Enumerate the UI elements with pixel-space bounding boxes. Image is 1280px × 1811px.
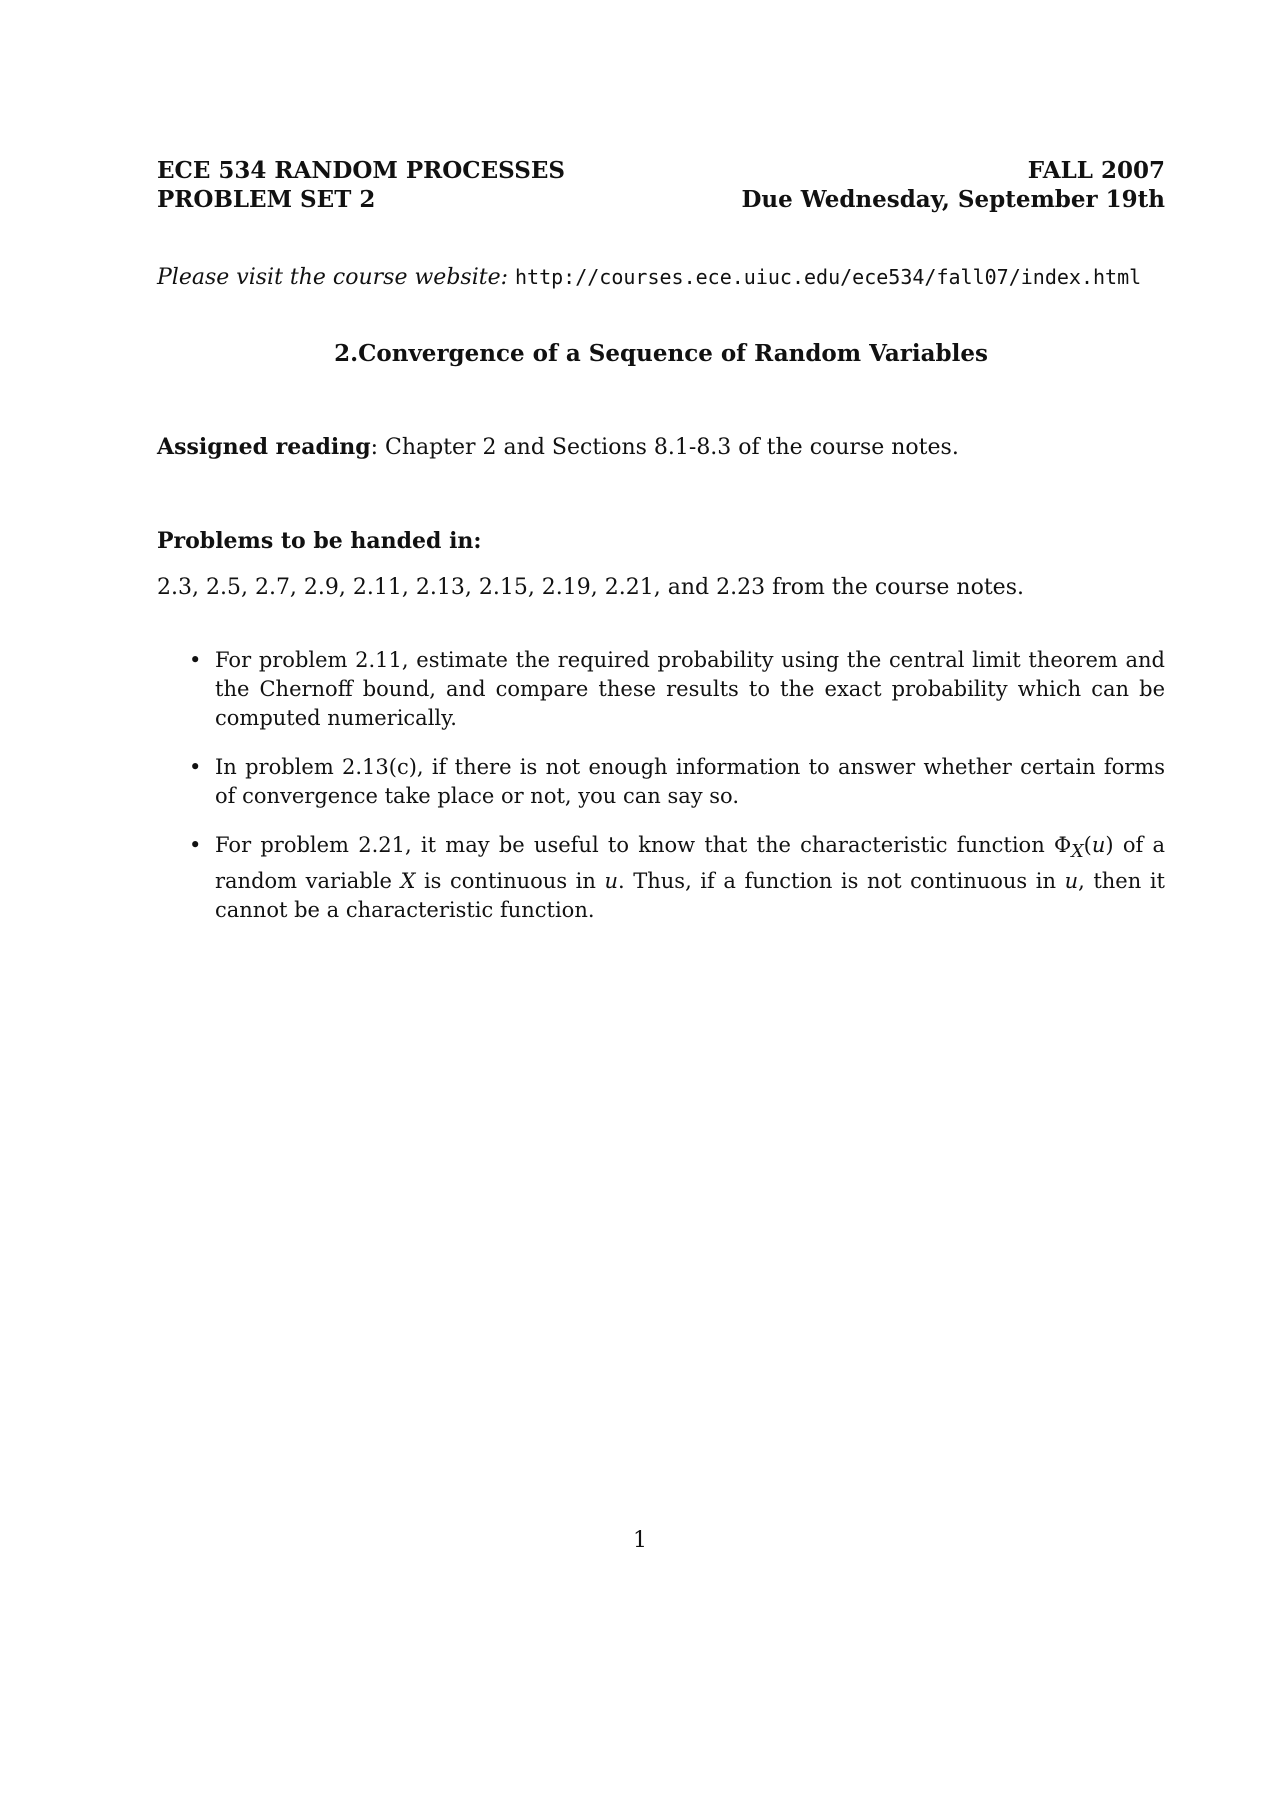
note-text: For problem 2.11, estimate the required probability using the central limit theorem and the Chernoff bound, and compare these results to the exact probability which can be computed numerically. (215, 648, 1165, 730)
header-right (741, 156, 1165, 214)
math-var: X (400, 869, 416, 894)
phi-subscript (1071, 842, 1083, 862)
note-text-part: is continuous in (415, 869, 605, 894)
reading-label: Assigned reading (157, 434, 371, 460)
bullet-icon: • (189, 833, 202, 857)
due-date: Due Wednesday, September 19th (741, 186, 1165, 213)
note-text-part: , then it cannot be a characteristic function. (215, 869, 1165, 923)
math-var: u (1091, 833, 1106, 857)
bullet-icon: • (189, 755, 202, 779)
term-label: FALL 2007 (1027, 157, 1165, 184)
problems-list: 2.3, 2.5, 2.7, 2.9, 2.11, 2.13, 2.15, 2.19, 2.21, and 2.23 from the course notes. (157, 575, 1024, 600)
problems-heading: Problems to be handed in: (157, 528, 482, 554)
list-item (157, 646, 1165, 733)
math-var: u (1064, 869, 1079, 894)
list-item (157, 753, 1165, 811)
math-var: u (604, 869, 618, 894)
assigned-reading (157, 433, 959, 462)
course-title: ECE 534 RANDOM PROCESSES (157, 157, 565, 184)
website-label: Please visit the course website: (157, 265, 509, 290)
paren-open: ( (1083, 833, 1092, 857)
note-text (215, 833, 1165, 922)
list-item (157, 831, 1165, 925)
phi-symbol: Φ (1053, 833, 1072, 857)
math-var: X (1071, 842, 1084, 863)
bullet-icon: • (189, 648, 202, 672)
note-text-part: For problem 2.21, it may be useful to know that the characteristic function (215, 833, 1054, 857)
website-url[interactable]: http://courses.ece.uiuc.edu/ece534/fall07/index.html (515, 265, 1142, 289)
website-line (157, 263, 1141, 292)
notes-list (157, 646, 1165, 945)
section-title: 2.Convergence of a Sequence of Random Variables (334, 340, 988, 367)
header-left (157, 156, 565, 214)
problem-set-label: PROBLEM SET 2 (157, 186, 376, 213)
page-number: 1 (633, 1528, 647, 1553)
reading-text: : Chapter 2 and Sections 8.1-8.3 of the course notes. (370, 435, 959, 460)
note-text-part: ) of a random variable (215, 833, 1165, 894)
note-text-part: . Thus, if a function is not continuous in (618, 869, 1065, 894)
note-text: In problem 2.13(c), if there is not enough information to answer whether certain forms of convergence take place or not, you can say so. (215, 755, 1165, 808)
